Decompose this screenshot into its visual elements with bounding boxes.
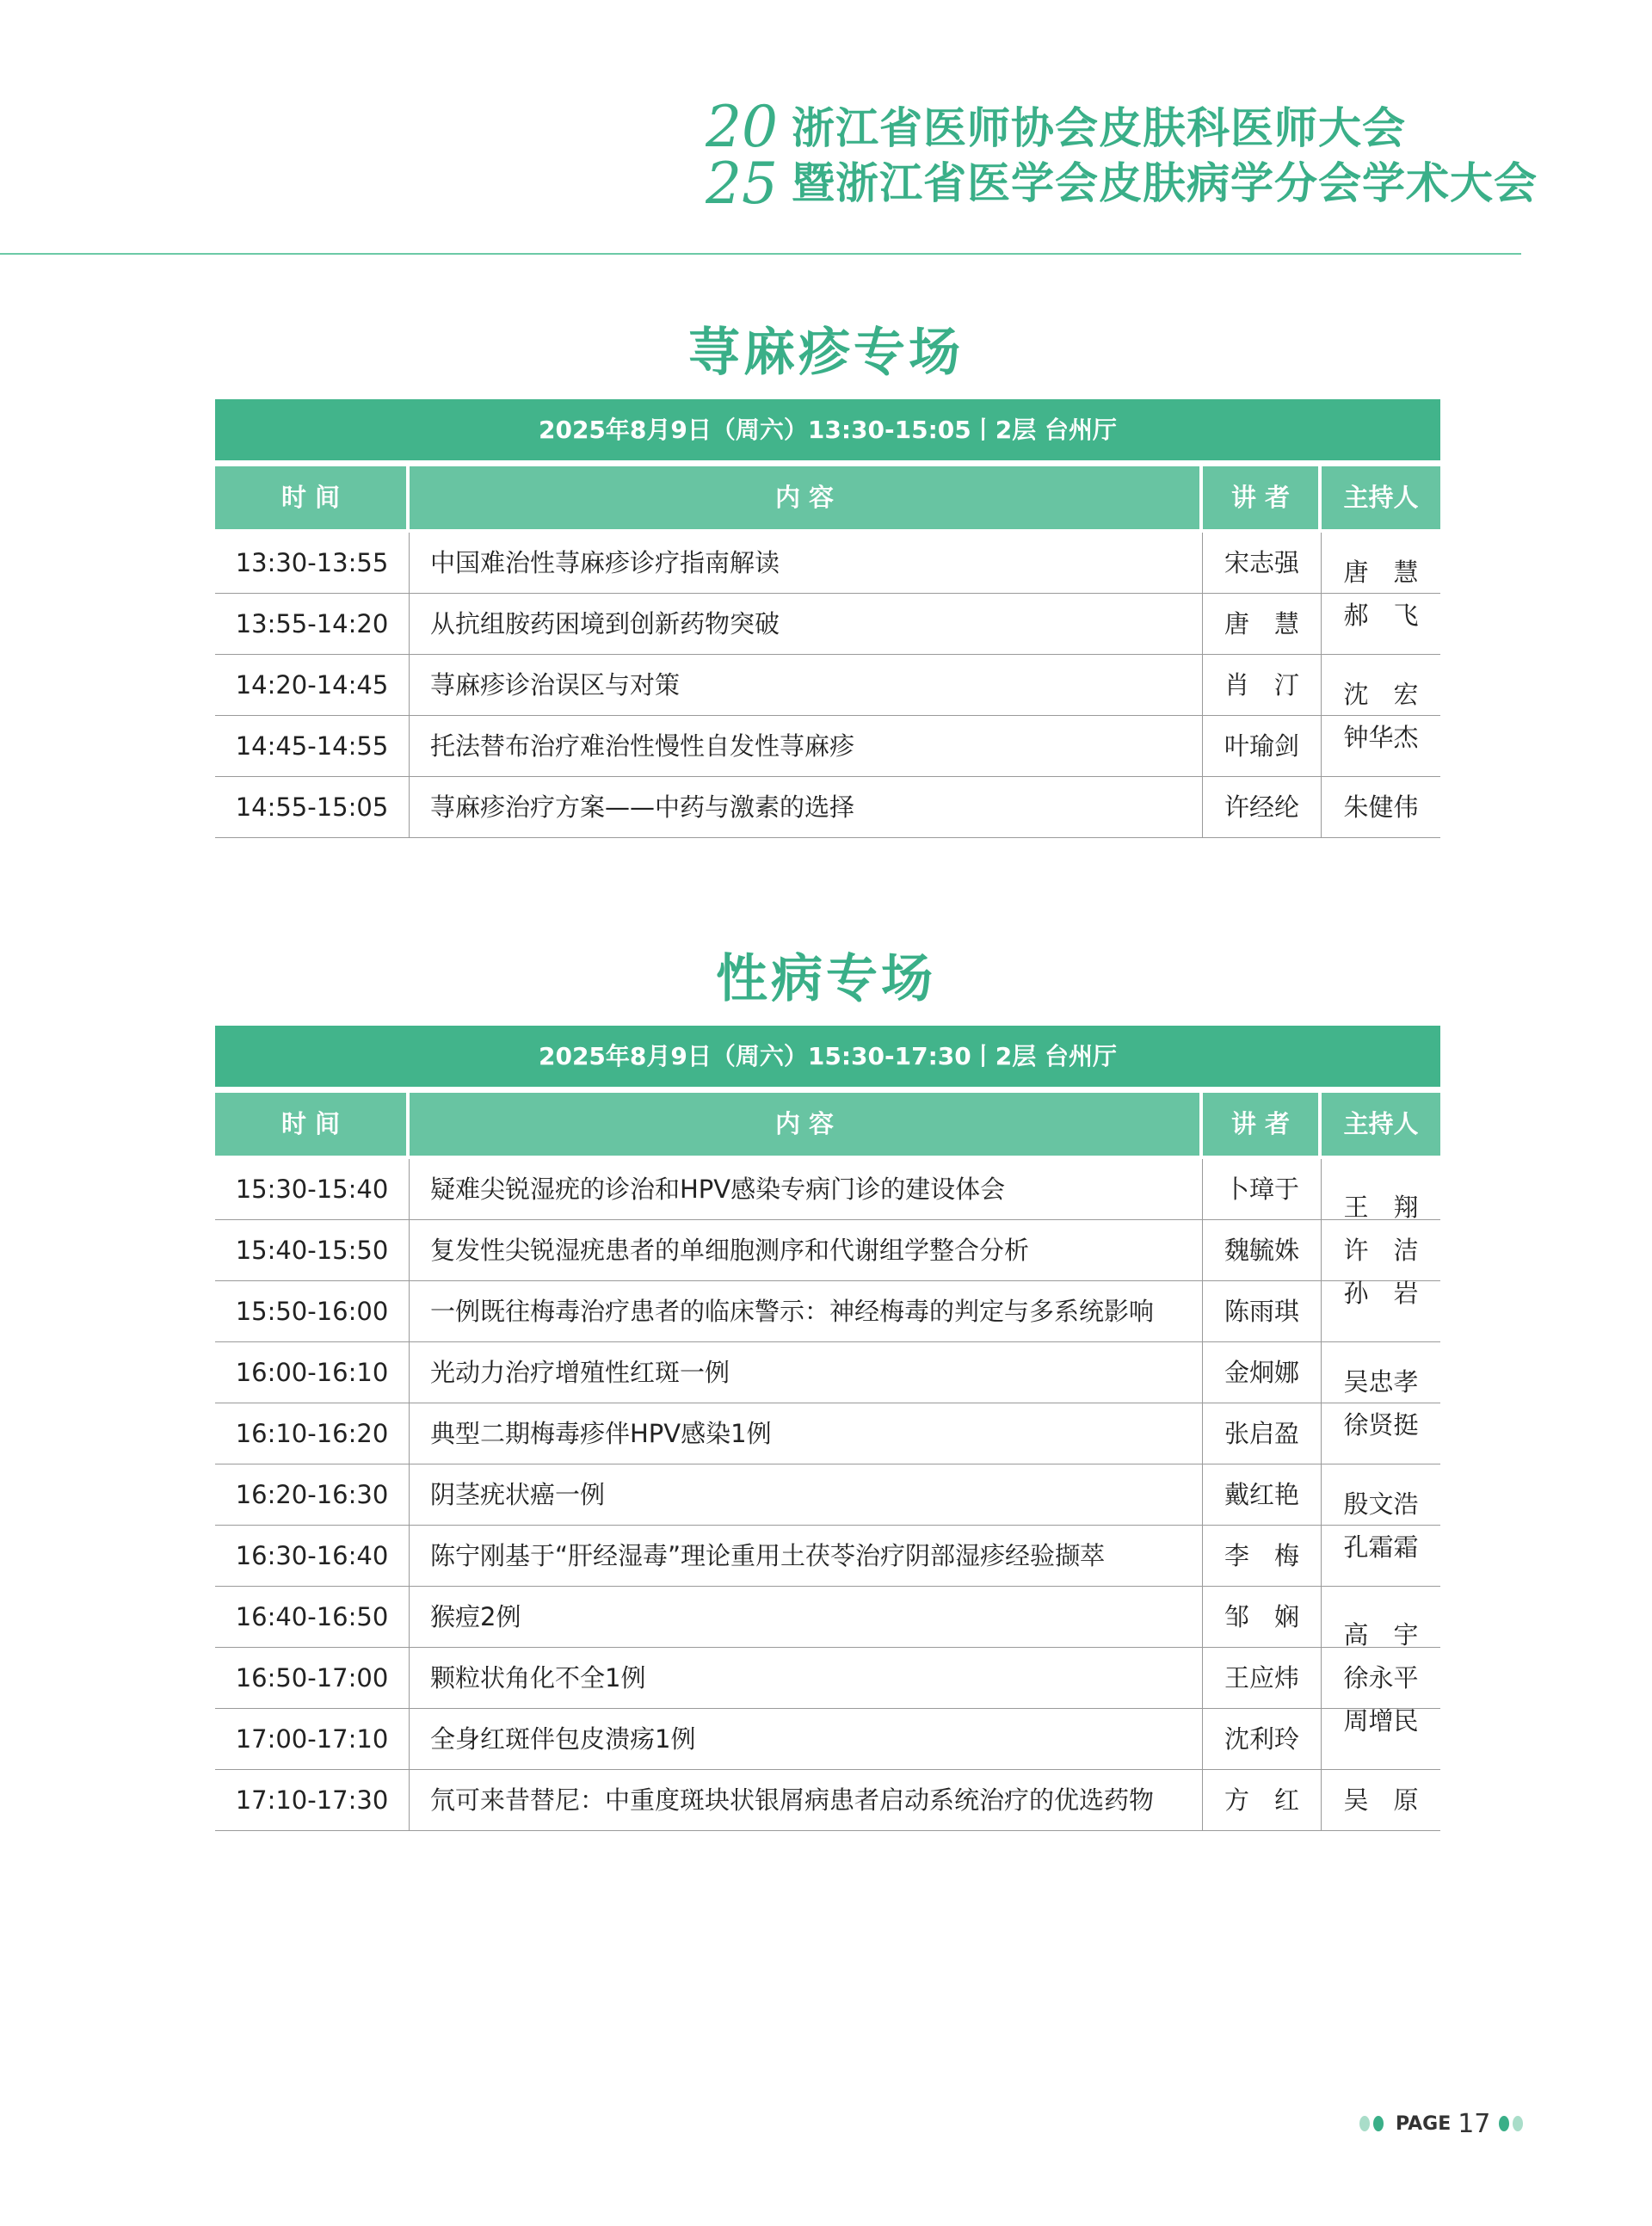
row-topic: 荨麻疹诊治误区与对策: [410, 655, 1203, 715]
host-name: 钟华杰: [1343, 722, 1419, 752]
header-divider: [0, 253, 1521, 255]
header-speaker: 讲 者: [1203, 1093, 1318, 1156]
host-name: 朱健伟: [1343, 792, 1419, 822]
row-time: 16:30-16:40: [215, 1526, 410, 1586]
host-name: 唐 慧: [1343, 557, 1419, 587]
table-row: [215, 1281, 1440, 1342]
row-topic: 复发性尖锐湿疣患者的单细胞测序和代谢组学整合分析: [410, 1220, 1203, 1280]
table-row: [215, 1220, 1440, 1281]
table-row: [215, 1464, 1440, 1526]
row-topic: 猴痘2例: [410, 1587, 1203, 1647]
table-row: [215, 533, 1440, 594]
table-row: [215, 1648, 1440, 1709]
row-time: 15:30-15:40: [215, 1159, 410, 1219]
row-topic: 荨麻疹治疗方案——中药与激素的选择: [410, 777, 1203, 837]
row-time: 13:30-13:55: [215, 533, 410, 593]
page-header: [0, 0, 1652, 258]
session-title: 性病专场: [716, 949, 936, 1009]
schedule-table: [215, 1026, 1440, 1831]
row-time: 16:00-16:10: [215, 1342, 410, 1403]
year-logo: [706, 96, 792, 208]
host-name: 徐永平: [1343, 1663, 1419, 1693]
host-name: 高 宇: [1343, 1620, 1419, 1649]
host-name: 孔霜霜: [1343, 1532, 1419, 1562]
host-name: 殷文浩: [1343, 1489, 1419, 1519]
session-banner: 2025年8月9日（周六）13:30-15:05丨2层 台州厅: [215, 399, 1440, 460]
table-header: [215, 1093, 1440, 1156]
row-time: 16:10-16:20: [215, 1403, 410, 1464]
row-time: 17:10-17:30: [215, 1770, 410, 1830]
row-topic: 疑难尖锐湿疣的诊治和HPV感染专病门诊的建设体会: [410, 1159, 1203, 1219]
table-row: [215, 1403, 1440, 1464]
row-time: 14:55-15:05: [215, 777, 410, 837]
host-name: 许 洁: [1343, 1236, 1419, 1265]
host-name: 孙 岩: [1343, 1279, 1419, 1308]
session-banner: 2025年8月9日（周六）15:30-17:30丨2层 台州厅: [215, 1026, 1440, 1087]
header-content: 内 容: [410, 466, 1199, 529]
row-speaker: 许经纶: [1203, 777, 1322, 837]
row-speaker: 叶瑜剑: [1203, 716, 1322, 776]
row-speaker: 金炯娜: [1203, 1342, 1322, 1403]
table-row: [215, 1770, 1440, 1831]
table-row: [215, 1709, 1440, 1770]
table-row: [215, 1342, 1440, 1403]
header-time: 时 间: [215, 466, 406, 529]
header-host: 主持人: [1322, 466, 1440, 529]
host-name: 徐贤挺: [1343, 1409, 1419, 1440]
row-time: 16:20-16:30: [215, 1464, 410, 1525]
row-time: 16:50-17:00: [215, 1648, 410, 1708]
host-group: [1322, 1770, 1440, 1831]
table-row: [215, 1587, 1440, 1648]
row-speaker: 李 梅: [1203, 1526, 1322, 1586]
logo-year-bottom: 25: [706, 151, 778, 208]
host-name: 沈 宏: [1343, 679, 1419, 709]
row-speaker: 方 红: [1203, 1770, 1322, 1830]
table-row: [215, 1526, 1440, 1587]
header-time: 时 间: [215, 1093, 406, 1156]
row-speaker: 宋志强: [1203, 533, 1322, 593]
left-dot-icon: [1373, 2116, 1384, 2131]
row-speaker: 唐 慧: [1203, 594, 1322, 654]
row-speaker: 沈利玲: [1203, 1709, 1322, 1769]
host-group: [1322, 1464, 1440, 1587]
row-speaker: 戴红艳: [1203, 1464, 1322, 1525]
row-speaker: 陈雨琪: [1203, 1281, 1322, 1341]
host-group: [1322, 1159, 1440, 1342]
host-name: 王 翔: [1343, 1193, 1419, 1222]
logo-year-top: 20: [706, 96, 778, 160]
row-speaker: 张启盈: [1203, 1403, 1322, 1464]
table-body: [215, 1159, 1440, 1831]
row-topic: 阴茎疣状癌一例: [410, 1464, 1203, 1525]
header-speaker: 讲 者: [1203, 466, 1318, 529]
table-row: [215, 594, 1440, 655]
row-time: 17:00-17:10: [215, 1709, 410, 1769]
host-group: [1322, 777, 1440, 838]
row-speaker: 肖 汀: [1203, 655, 1322, 715]
conference-title-line2: 暨浙江省医学会皮肤病学分会学术大会: [792, 158, 1538, 208]
table-row: [215, 716, 1440, 777]
conference-title-line1: 浙江省医师协会皮肤科医师大会: [792, 103, 1406, 153]
row-topic: 一例既往梅毒治疗患者的临床警示：神经梅毒的判定与多系统影响: [410, 1281, 1203, 1341]
row-topic: 陈宁刚基于“肝经湿毒”理论重用土茯苓治疗阴部湿疹经验撷萃: [410, 1526, 1203, 1586]
row-time: 14:45-14:55: [215, 716, 410, 776]
row-topic: 光动力治疗增殖性红斑一例: [410, 1342, 1203, 1403]
right-dot-icon: [1513, 2116, 1523, 2131]
row-topic: 托法替布治疗难治性慢性自发性荨麻疹: [410, 716, 1203, 776]
row-speaker: 魏毓姝: [1203, 1220, 1322, 1280]
host-name: 吴忠孝: [1343, 1366, 1419, 1397]
host-group: [1322, 533, 1440, 655]
row-topic: 典型二期梅毒疹伴HPV感染1例: [410, 1403, 1203, 1464]
left-dot-icon: [1359, 2116, 1370, 2131]
row-time: 15:40-15:50: [215, 1220, 410, 1280]
row-time: 13:55-14:20: [215, 594, 410, 654]
row-time: 14:20-14:45: [215, 655, 410, 715]
row-topic: 氘可来昔替尼：中重度斑块状银屑病患者启动系统治疗的优选药物: [410, 1770, 1203, 1830]
table-row: [215, 655, 1440, 716]
table-body: [215, 533, 1440, 838]
table-header: [215, 466, 1440, 529]
row-speaker: 卜璋于: [1203, 1159, 1322, 1219]
row-topic: 从抗组胺药困境到创新药物突破: [410, 594, 1203, 654]
host-group: [1322, 1587, 1440, 1770]
host-group: [1322, 1342, 1440, 1464]
header-host: 主持人: [1322, 1093, 1440, 1156]
row-speaker: 王应炜: [1203, 1648, 1322, 1708]
page-label: PAGE: [1396, 2112, 1452, 2135]
host-name: 吴 原: [1343, 1785, 1419, 1815]
row-topic: 颗粒状角化不全1例: [410, 1648, 1203, 1708]
host-name: 周增民: [1343, 1706, 1419, 1736]
host-group: [1322, 655, 1440, 777]
right-dot-icon: [1499, 2116, 1509, 2131]
header-content: 内 容: [410, 1093, 1199, 1156]
schedule-table: [215, 399, 1440, 838]
session-title: 荨麻疹专场: [688, 323, 964, 383]
table-row: [215, 777, 1440, 838]
row-time: 16:40-16:50: [215, 1587, 410, 1647]
table-row: [215, 1159, 1440, 1220]
row-topic: 中国难治性荨麻疹诊疗指南解读: [410, 533, 1203, 593]
host-name: 郝 飞: [1343, 600, 1419, 630]
row-time: 15:50-16:00: [215, 1281, 410, 1341]
page-number: 17: [1458, 2108, 1491, 2139]
row-speaker: 邹 娴: [1203, 1587, 1322, 1647]
page-footer: [1359, 2106, 1526, 2141]
row-topic: 全身红斑伴包皮溃疡1例: [410, 1709, 1203, 1769]
